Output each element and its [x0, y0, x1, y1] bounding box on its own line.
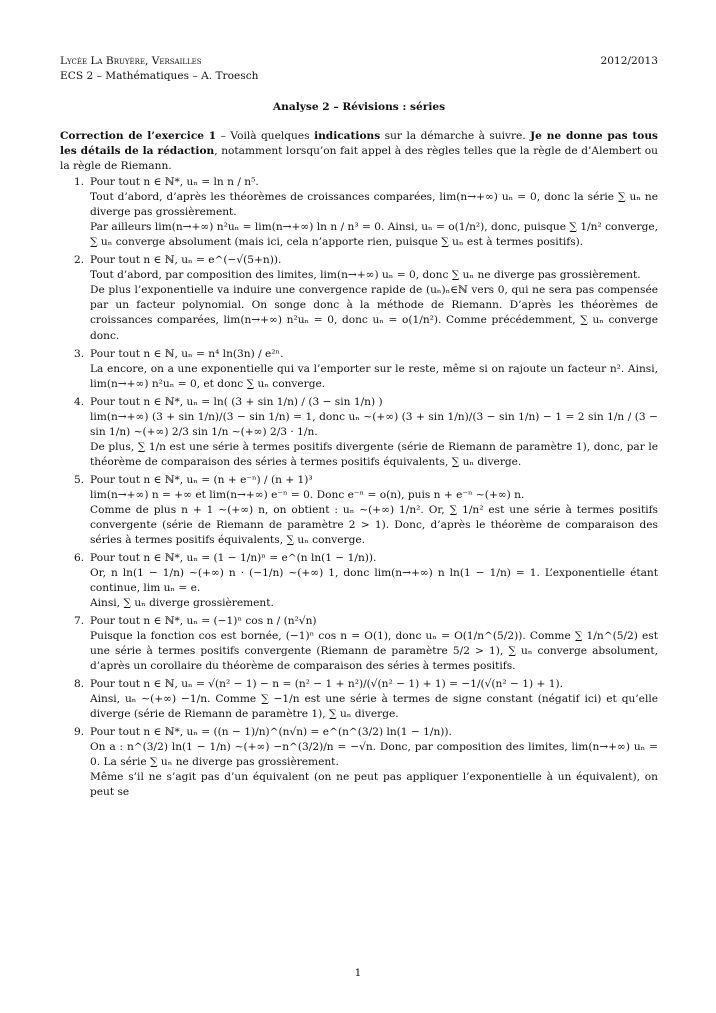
item-number: 1.	[74, 176, 85, 189]
page-title: Analyse 2 – Révisions : séries	[272, 101, 446, 114]
item-text: Ainsi, ∑ uₙ diverge grossièrement.	[90, 597, 274, 610]
intro-lead: Correction de l’exercice 1	[60, 130, 217, 143]
list-item	[60, 551, 658, 611]
item-definition: Pour tout n ∈ ℕ*, uₙ = ln n / n⁵.	[90, 176, 259, 189]
item-definition: Pour tout n ∈ ℕ, uₙ = n⁴ ln(3n) / e²ⁿ.	[90, 347, 284, 360]
course-line: ECS 2 – Mathématiques – A. Troesch	[60, 70, 259, 83]
item-definition: Pour tout n ∈ ℕ*, uₙ = ((n − 1)/n)^(n√n) = e^(n^(3/2) ln(1 − 1/n)).	[90, 726, 452, 739]
intro-mid-text: sur la démarche à suivre.	[380, 130, 531, 143]
intro-tail-text: , notamment lorsqu’on fait appel à des règles telles que la règle de d’Alembert ou la règle de Riemann.	[60, 145, 658, 173]
item-definition: Pour tout n ∈ ℕ*, uₙ = (n + e⁻ⁿ) / (n + 1)³	[90, 473, 313, 486]
item-text: De plus l’exponentielle va induire une convergence rapide de (uₙ)ₙ∈ℕ vers 0, qui ne sera pas compensée par un facteur polynomial. On songe donc à la méthode de Riemann. D’après les théorèmes de croissances comparées, lim(n→+∞) n²uₙ = 0, donc uₙ = o(1/n²). Comme précédemment, ∑ uₙ converge donc.	[90, 284, 658, 342]
intro-indications: indications	[314, 130, 381, 143]
item-text: De plus, ∑ 1/n est une série à termes positifs divergente (série de Riemann de paramètre 1), donc, par le théorème de comparaison des séries à termes positifs équivalents, ∑ uₙ diverge.	[90, 440, 658, 468]
page-number: 1	[354, 967, 362, 979]
item-definition: Pour tout n ∈ ℕ, uₙ = e^(−√(5+n)).	[90, 254, 282, 267]
item-definition: Pour tout n ∈ ℕ*, uₙ = ln( (3 + sin 1/n) / (3 − sin 1/n) )	[90, 395, 383, 408]
item-text: On a : n^(3/2) ln(1 − 1/n) ∼(+∞) −n^(3/2)/n = −√n. Donc, par composition des limites, lim(n→+∞) uₙ = 0. La série ∑ uₙ ne diverge pas grossièrement.	[90, 741, 658, 769]
item-text: Par ailleurs lim(n→+∞) n²uₙ = lim(n→+∞) ln n / n³ = 0. Ainsi, uₙ = o(1/n²), donc, puisque ∑ 1/n² converge, ∑ uₙ converge absolument (mais ici, cela n’apporte rien, puisque ∑ uₙ est à termes positifs).	[90, 221, 658, 249]
item-number: 2.	[74, 254, 85, 267]
item-text: Puisque la fonction cos est bornée, (−1)ⁿ cos n = O(1), donc uₙ = O(1/n^(5/2)). Comme ∑ 1/n^(5/2) est une série à termes positifs convergente (Riemann de paramètre 5/2 > 1), ∑ uₙ converge absolument, d’après un corollaire du théorème de comparaison des séries à termes positifs.	[90, 630, 658, 673]
intro-lead-text: – Voilà quelques	[216, 130, 315, 143]
item-text: Tout d’abord, par composition des limites, lim(n→+∞) uₙ = 0, donc ∑ uₙ ne diverge pas grossièrement.	[90, 269, 641, 282]
item-text: Même s’il ne s’agit pas d’un équivalent (on ne peut pas appliquer l’exponentielle à un équivalent), on peut se	[90, 771, 658, 799]
item-text: lim(n→+∞) (3 + sin 1/n)/(3 − sin 1/n) = 1, donc uₙ ∼(+∞) (3 + sin 1/n)/(3 − sin 1/n) − 1 = 2 sin 1/n / (3 − sin 1/n) ∼(+∞) 2/3 sin 1/n ∼(+∞) 2/3 · 1/n.	[90, 410, 658, 438]
list-item	[60, 677, 658, 722]
item-number: 9.	[74, 726, 85, 739]
item-number: 3.	[74, 347, 85, 360]
item-text: Or, n ln(1 − 1/n) ∼(+∞) n · (−1/n) ∼(+∞) 1, donc lim(n→+∞) n ln(1 − 1/n) = 1. L’exponentielle étant continue, lim uₙ = e.	[90, 566, 658, 594]
item-definition: Pour tout n ∈ ℕ*, uₙ = (1 − 1/n)ⁿ = e^(n ln(1 − 1/n)).	[90, 551, 377, 564]
intro-warning: Je ne donne pas tous les détails de la rédaction	[60, 130, 658, 158]
list-item	[60, 175, 658, 250]
school-year: 2012/2013	[600, 55, 658, 67]
item-text: Comme de plus n + 1 ∼(+∞) n, on obtient : uₙ ∼(+∞) 1/n². Or, ∑ 1/n² est une série à termes positifs convergente (série de Riemann de paramètre 2 > 1). Donc, d’après le théorème de comparaison des séries à termes positifs équivalents, ∑ uₙ converge.	[90, 503, 658, 546]
item-text: Ainsi, uₙ ∼(+∞) −1/n. Comme ∑ −1/n est une série à termes de signe constant (négatif ici) et qu’elle diverge (série de Riemann de paramètre 1), ∑ uₙ diverge.	[90, 693, 658, 721]
page-header	[60, 54, 658, 69]
item-number: 6.	[74, 551, 85, 564]
item-number: 4.	[74, 395, 85, 408]
list-item	[60, 473, 658, 548]
item-definition: Pour tout n ∈ ℕ*, uₙ = (−1)ⁿ cos n / (n²√n)	[90, 615, 317, 628]
intro-paragraph	[60, 129, 658, 174]
list-item	[60, 253, 658, 343]
item-number: 7.	[74, 615, 85, 628]
item-text: lim(n→+∞) n = +∞ et lim(n→+∞) e⁻ⁿ = 0. Donc e⁻ⁿ = o(n), puis n + e⁻ⁿ ∼(+∞) n.	[90, 488, 525, 501]
item-text: La encore, on a une exponentielle qui va l’emporter sur le reste, même si on rajoute un facteur n². Ainsi, lim(n→+∞) n²uₙ = 0, et donc ∑ uₙ converge.	[90, 362, 658, 390]
school-name: Lycée La Bruyère, Versailles	[60, 55, 202, 67]
exercise-list	[60, 175, 658, 800]
item-number: 5.	[74, 473, 85, 486]
item-number: 8.	[74, 678, 85, 691]
list-item	[60, 395, 658, 470]
list-item	[60, 614, 658, 674]
list-item	[60, 725, 658, 800]
item-definition: Pour tout n ∈ ℕ, uₙ = √(n² − 1) − n = (n² − 1 + n²)/(√(n² − 1) + 1) = −1/(√(n² − 1) + 1).	[90, 678, 563, 691]
item-text: Tout d’abord, d’après les théorèmes de croissances comparées, lim(n→+∞) uₙ = 0, donc la série ∑ uₙ ne diverge pas grossièrement.	[90, 191, 658, 219]
list-item	[60, 347, 658, 392]
